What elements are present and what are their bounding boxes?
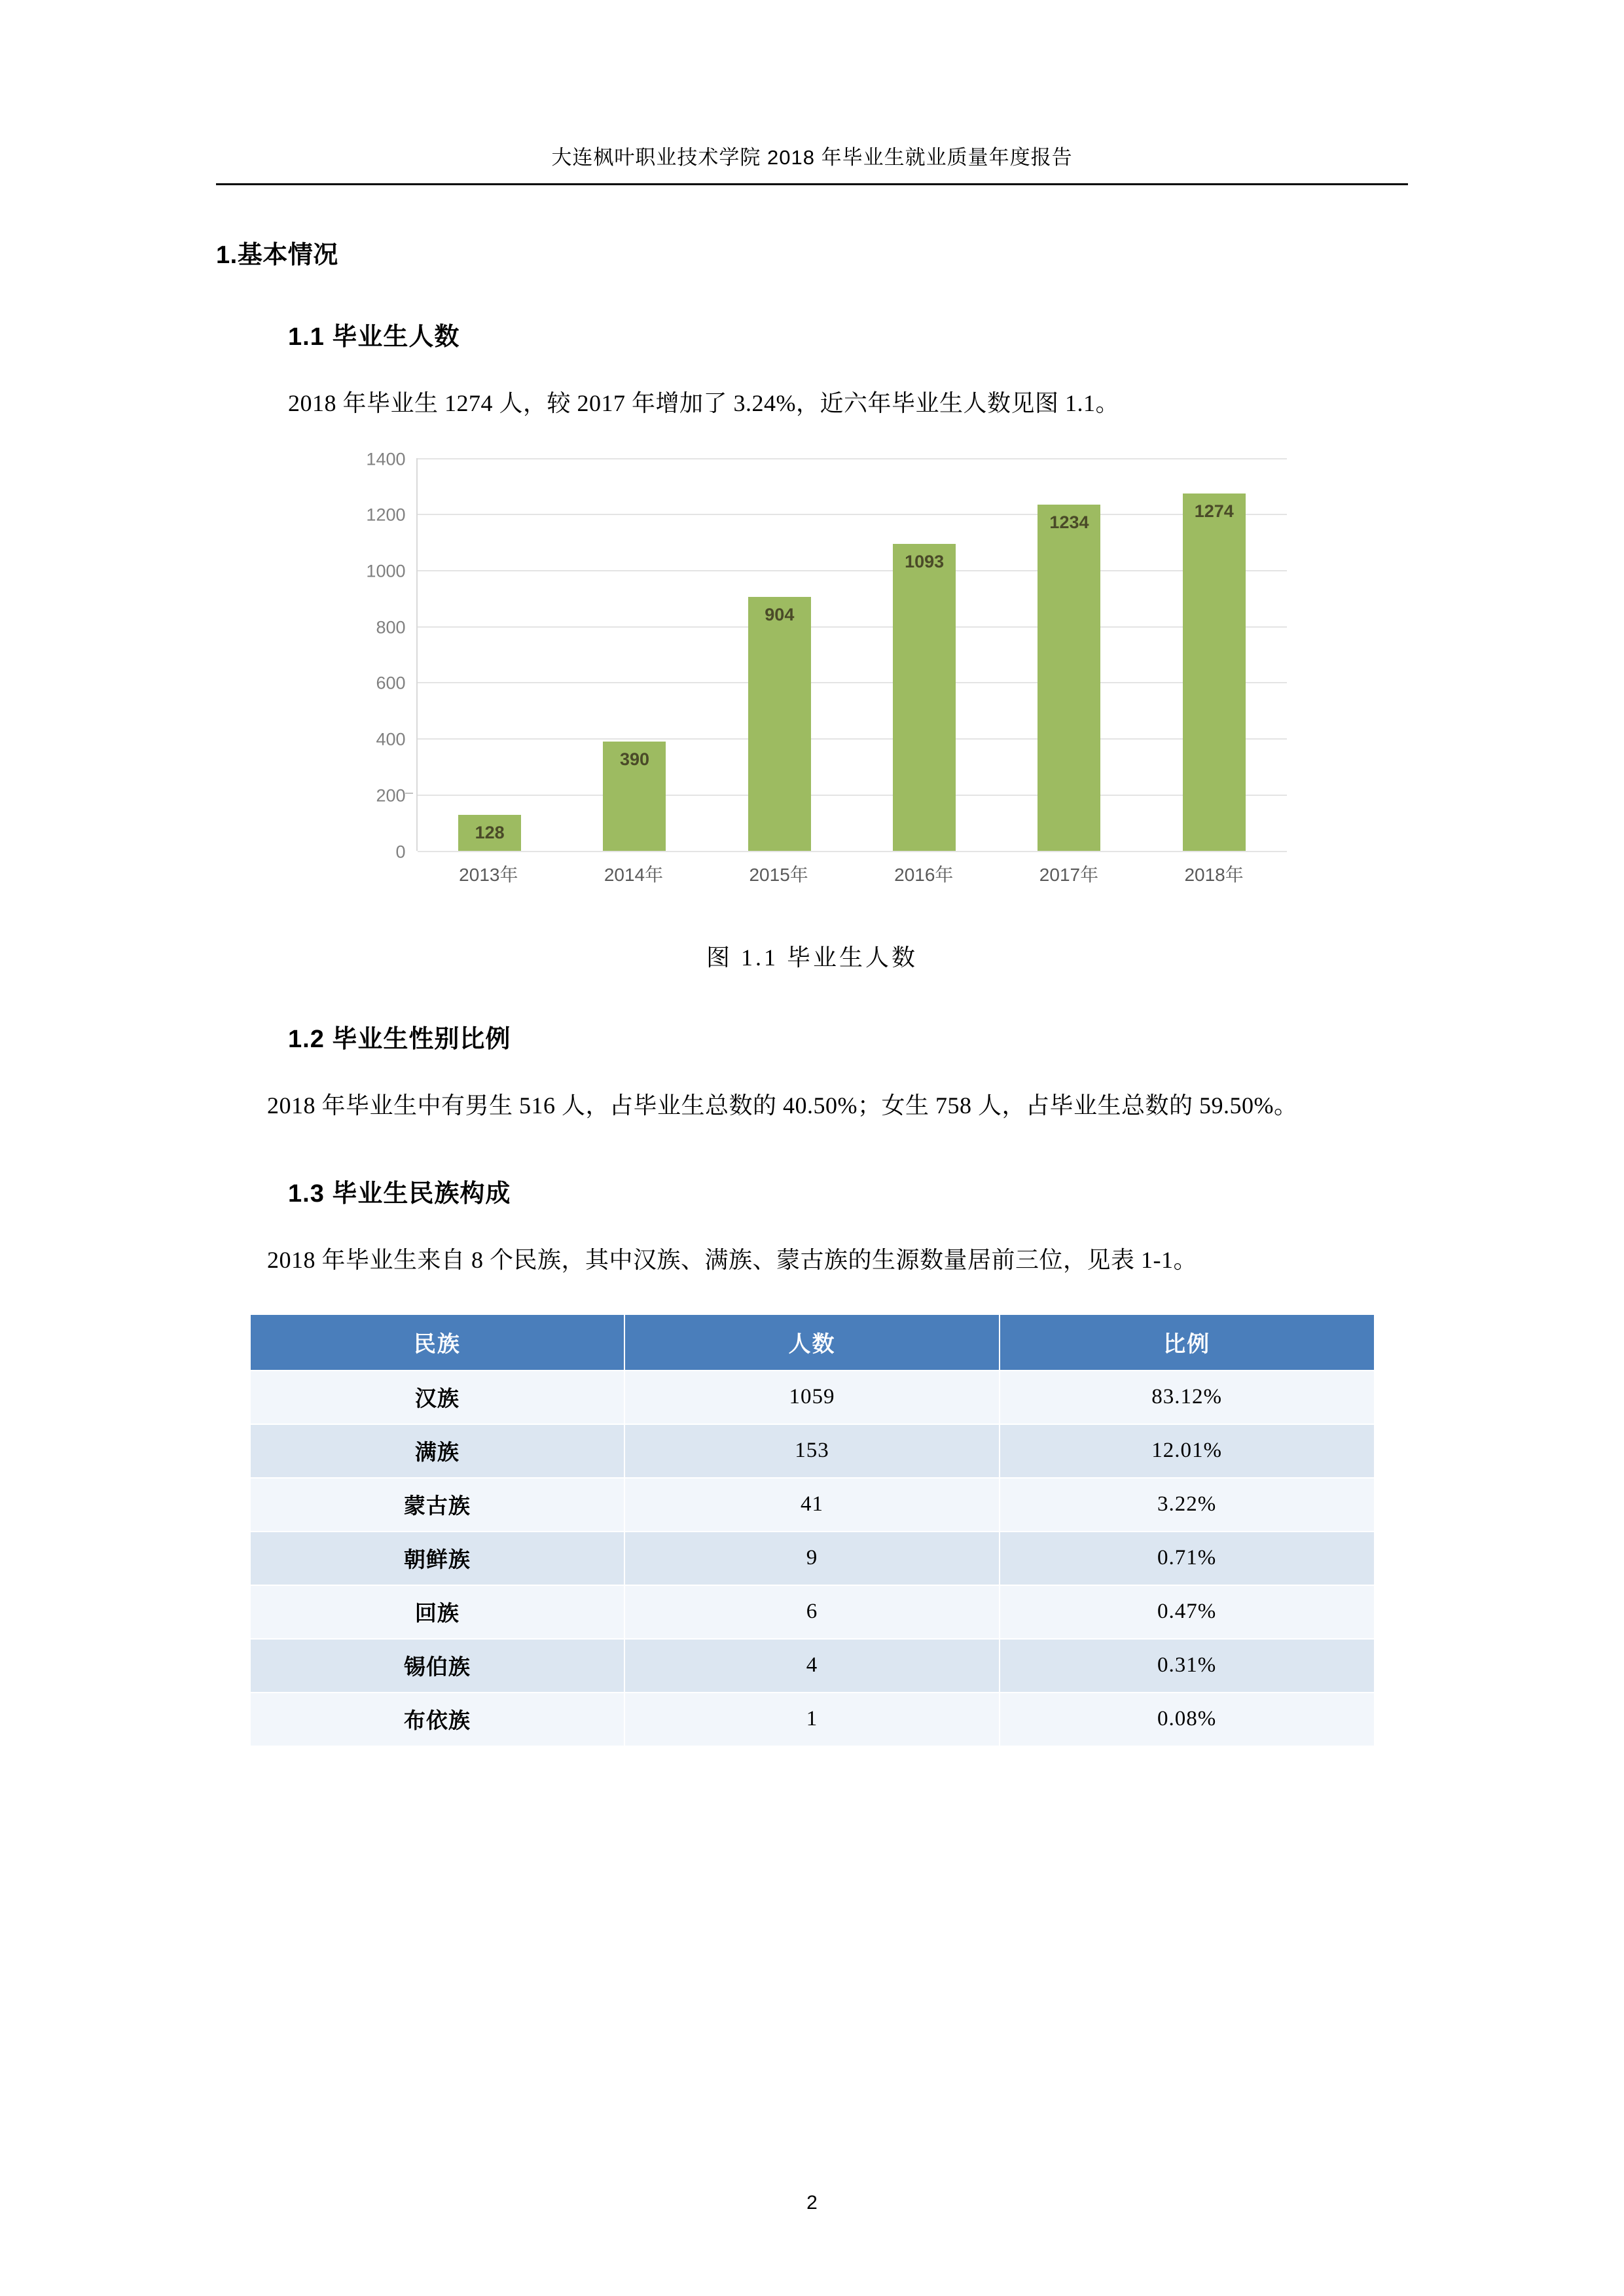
bar-2017 [1038,505,1100,851]
y-tick-label: 1000 [366,561,406,581]
bar-column [562,458,706,851]
bar-column [418,458,562,851]
table-header-ratio: 比例 [1000,1314,1375,1371]
cell-count: 4 [624,1639,1000,1693]
table-row [250,1424,1375,1478]
section-title-1: 1.基本情况 [216,242,338,269]
cell-ethnicity: 朝鲜族 [250,1532,625,1585]
chart-bars [418,458,1287,851]
table-row [250,1532,1375,1585]
cell-ratio: 0.71% [1000,1532,1375,1585]
bar-value-label: 1274 [1194,501,1234,521]
y-tick-label: 0 [395,842,406,862]
bar-column [708,458,852,851]
bar-2016 [893,544,956,850]
bar-column [997,458,1141,851]
axis-tick [405,793,413,794]
table-row [250,1478,1375,1532]
cell-ratio: 0.47% [1000,1585,1375,1639]
y-tick-label: 200 [376,785,406,806]
x-tick-label: 2014年 [604,864,664,885]
cell-count: 41 [624,1478,1000,1532]
bar-2013 [458,815,521,851]
x-tick-label: 2016年 [894,864,954,885]
cell-ratio: 0.08% [1000,1693,1375,1746]
y-tick-label: 1400 [366,449,406,469]
page-header [216,0,1408,185]
bar-value-label: 1234 [1049,512,1089,532]
table-row [250,1371,1375,1424]
header-divider [216,183,1408,185]
gridline [395,842,1287,862]
table-row [250,1585,1375,1639]
cell-ratio: 83.12% [1000,1371,1375,1424]
chart-x-axis [416,861,1287,887]
bar-column [1142,458,1286,851]
paragraph-1-2: 2018 年毕业生中有男生 516 人，占毕业生总数的 40.50%；女生 758 人，占毕业生总数的 59.50%。 [267,1092,1298,1119]
cell-count: 6 [624,1585,1000,1639]
running-title: 大连枫叶职业技术学院 2018 年毕业生就业质量年度报告 [551,146,1073,169]
section-title-1-3: 1.3 毕业生民族构成 [288,1180,511,1208]
cell-ethnicity: 汉族 [250,1371,625,1424]
bar-2018 [1183,493,1246,851]
table-header-count: 人数 [624,1314,1000,1371]
bar-value-label: 390 [619,749,650,769]
cell-ethnicity: 锡伯族 [250,1639,625,1693]
ethnicity-table [249,1314,1375,1747]
cell-ratio: 12.01% [1000,1424,1375,1478]
paragraph-1-3: 2018 年毕业生来自 8 个民族，其中汉族、满族、蒙古族的生源数量居前三位，见表 1-1。 [267,1247,1197,1274]
x-tick-label: 2018年 [1184,864,1244,885]
cell-ethnicity: 满族 [250,1424,625,1478]
bar-column [852,458,996,851]
cell-count: 1 [624,1693,1000,1746]
x-tick-label: 2013年 [459,864,518,885]
cell-ethnicity: 布依族 [250,1693,625,1746]
chart-plot-area [366,449,1287,862]
x-tick-label: 2015年 [749,864,808,885]
cell-ratio: 3.22% [1000,1478,1375,1532]
cell-ethnicity: 蒙古族 [250,1478,625,1532]
cell-ratio: 0.31% [1000,1639,1375,1693]
y-tick-label: 800 [376,617,406,637]
table-header-ethnicity: 民族 [250,1314,625,1371]
table-row [250,1693,1375,1746]
cell-count: 9 [624,1532,1000,1585]
paragraph-1-1: 2018 年毕业生 1274 人，较 2017 年增加了 3.24%，近六年毕业生人数见图 1.1。 [288,390,1119,416]
table-row [250,1639,1375,1693]
y-tick-label: 1200 [366,505,406,525]
bar-value-label: 128 [475,822,505,842]
cell-count: 153 [624,1424,1000,1478]
bar-2014 [603,742,666,851]
bar-chart [312,442,1313,913]
bar-value-label: 904 [765,605,795,625]
bar-2015 [748,597,811,850]
figure-1-1 [216,442,1408,913]
section-title-1-2: 1.2 毕业生性别比例 [288,1025,511,1053]
y-tick-label: 400 [376,729,406,749]
x-tick-label: 2017年 [1039,864,1099,885]
cell-count: 1059 [624,1371,1000,1424]
page-number: 2 [806,2192,818,2214]
y-tick-label: 600 [376,673,406,693]
figure-caption: 图 1.1 毕业生人数 [706,944,918,971]
table-header-row [250,1314,1375,1371]
cell-ethnicity: 回族 [250,1585,625,1639]
bar-value-label: 1093 [905,552,945,572]
section-title-1-1: 1.1 毕业生人数 [288,323,460,351]
